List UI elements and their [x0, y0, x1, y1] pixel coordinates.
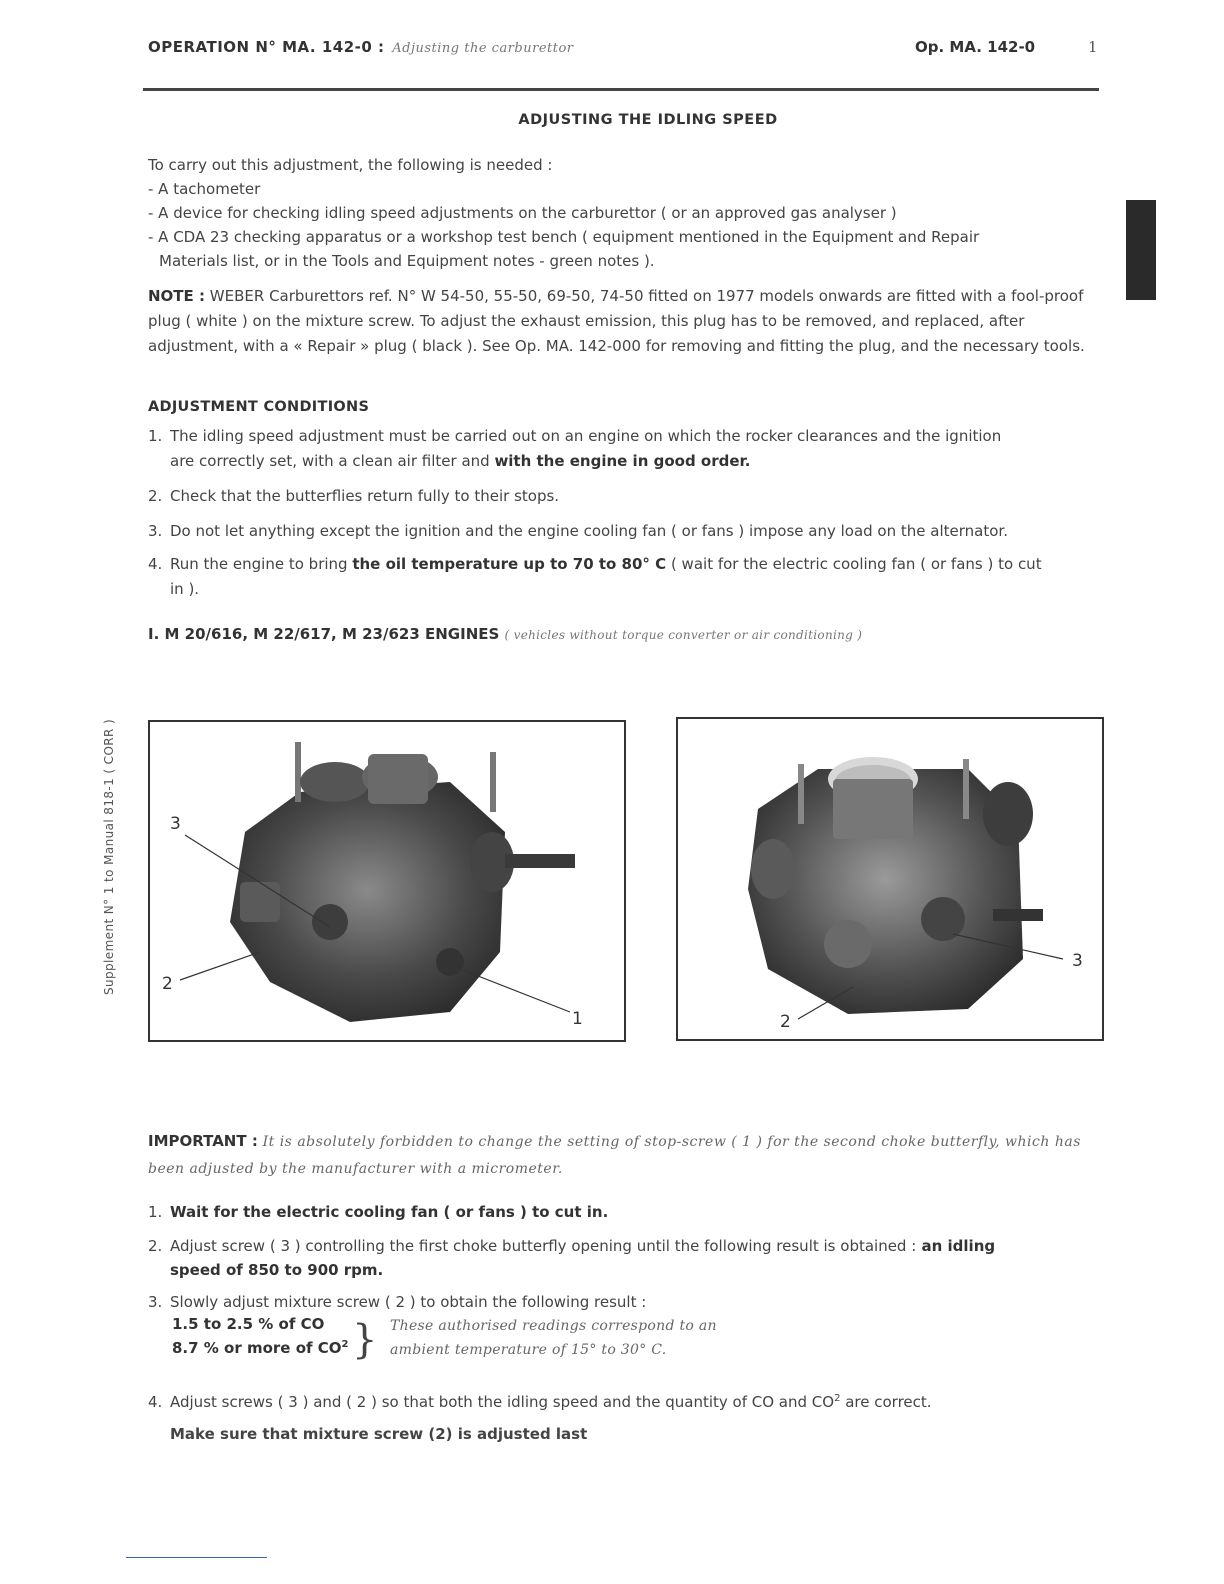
- header-rule: [143, 88, 1099, 91]
- condition-item: [148, 552, 1093, 602]
- step-text: Slowly adjust mixture screw ( 2 ) to obtain the following result :: [170, 1293, 647, 1311]
- item-text-bold: with the engine in good order.: [494, 452, 751, 470]
- step-number: 4.: [148, 1393, 163, 1411]
- item-text: Run the engine to bring: [170, 555, 353, 573]
- brace-symbol: }: [352, 1317, 378, 1363]
- step-text-bold: an idling: [916, 1237, 996, 1255]
- item-text-bold: the oil temperature up to 70 to 80° C: [352, 555, 667, 573]
- reading-co: 1.5 to 2.5 % of CO: [172, 1315, 325, 1333]
- reading-co2-sup: 2: [341, 1339, 349, 1350]
- operation-title: [148, 38, 574, 56]
- intro-text: To carry out this adjustment, the following is needed :: [148, 156, 553, 174]
- step-item: [148, 1290, 1093, 1314]
- item-text: The idling speed adjustment must be carried out on an engine on which the rocker clearances and the ignition: [170, 427, 1002, 445]
- reading-note: These authorised readings correspond to an: [390, 1318, 717, 1334]
- condition-item: [148, 519, 1093, 544]
- step-text: Adjust screw ( 3 ) controlling the first choke butterfly opening until the following result is obtained :: [170, 1237, 917, 1255]
- step-item: [148, 1234, 1093, 1282]
- final-note: Make sure that mixture screw (2) is adjusted last: [170, 1425, 588, 1443]
- list-item: Materials list, or in the Tools and Equipment notes - green notes ).: [159, 252, 655, 270]
- item-number: 2.: [148, 487, 163, 505]
- reading-note: ambient temperature of 15° to 30° C.: [390, 1342, 667, 1358]
- carburettor-photo-1: [148, 720, 626, 1042]
- step-text-bold: speed of 850 to 900 rpm.: [170, 1261, 384, 1279]
- callout-label: 1: [572, 1009, 583, 1029]
- reading-co2-text: 8.7 % or more of CO: [172, 1339, 342, 1357]
- step-item: [148, 1387, 1093, 1414]
- item-text: in ).: [170, 580, 200, 598]
- item-text: ( wait for the electric cooling fan ( or fans ) to cut: [666, 555, 1042, 573]
- item-text: are correctly set, with a clean air filter and: [170, 452, 495, 470]
- engines-subtitle: ( vehicles without torque converter or air conditioning ): [504, 628, 863, 642]
- step-item: [148, 1200, 1093, 1224]
- important-paragraph: [148, 1128, 1093, 1182]
- note-text: WEBER Carburettors ref. N° W 54-50, 55-50, 69-50, 74-50 fitted on 1977 models onwards are fitted with a fool-proof plug ( white ) on the mixture screw. To adjust the exhaust emission, this plug has to be removed, and replaced, after adjustment, with a « Repair » plug ( black ). See Op. MA. 142-000 for removing and fitting the plug, and the necessary tools.: [148, 287, 1085, 355]
- section-title: ADJUSTING THE IDLING SPEED: [518, 112, 778, 128]
- step-number: 1.: [148, 1203, 163, 1221]
- engines-heading: [148, 625, 862, 643]
- step-text: are correct.: [840, 1393, 932, 1411]
- step-sup: 2: [834, 1393, 841, 1404]
- list-item: - A tachometer: [148, 180, 261, 198]
- list-item: - A device for checking idling speed adjustments on the carburettor ( or an approved gas analyser ): [148, 204, 897, 222]
- operation-subtitle: Adjusting the carburettor: [392, 41, 574, 56]
- engines-title: I. M 20/616, M 22/617, M 23/623 ENGINES: [148, 625, 500, 643]
- carburettor-illustration-1: [150, 722, 624, 1040]
- important-label: IMPORTANT :: [148, 1132, 258, 1150]
- requirements-list: [148, 177, 1078, 273]
- callout-label: 3: [170, 814, 181, 834]
- callout-label: 2: [162, 974, 173, 994]
- step-text: Wait for the electric cooling fan ( or fans ) to cut in.: [170, 1203, 609, 1221]
- footer-rule: [126, 1557, 267, 1558]
- item-number: 4.: [148, 555, 163, 573]
- op-reference: Op. MA. 142-0: [915, 38, 1036, 56]
- carburettor-illustration-2: [678, 719, 1102, 1039]
- condition-item: [148, 424, 1093, 474]
- note-paragraph: [148, 284, 1093, 359]
- step-number: 3.: [148, 1293, 163, 1311]
- callout-label: 3: [1072, 951, 1083, 971]
- item-number: 1.: [148, 427, 163, 445]
- item-number: 3.: [148, 522, 163, 540]
- step-number: 2.: [148, 1237, 163, 1255]
- step-text: Adjust screws ( 3 ) and ( 2 ) so that both the idling speed and the quantity of CO and CO: [170, 1393, 835, 1411]
- condition-item: [148, 484, 1093, 509]
- note-label: NOTE :: [148, 287, 206, 305]
- operation-number: OPERATION N° MA. 142-0 :: [148, 38, 385, 56]
- important-text: It is absolutely forbidden to change the setting of stop-screw ( 1 ) for the second choke butterfly, which has been adjusted by the manufacturer with a micrometer.: [148, 1134, 1081, 1177]
- page-number: 1: [1088, 38, 1098, 56]
- section-tab-marker: [1126, 200, 1156, 300]
- callout-label: 2: [780, 1012, 791, 1032]
- item-text: Check that the butterflies return fully to their stops.: [170, 487, 560, 505]
- carburettor-photo-2: [676, 717, 1104, 1041]
- conditions-title: ADJUSTMENT CONDITIONS: [148, 399, 370, 415]
- side-label: Supplement N° 1 to Manual 818-1 ( CORR ): [102, 718, 116, 995]
- reading-co2: [172, 1339, 348, 1357]
- item-text: Do not let anything except the ignition and the engine cooling fan ( or fans ) impose any load on the alternator.: [170, 522, 1008, 540]
- list-item: - A CDA 23 checking apparatus or a workshop test bench ( equipment mentioned in the Equipment and Repair: [148, 228, 980, 246]
